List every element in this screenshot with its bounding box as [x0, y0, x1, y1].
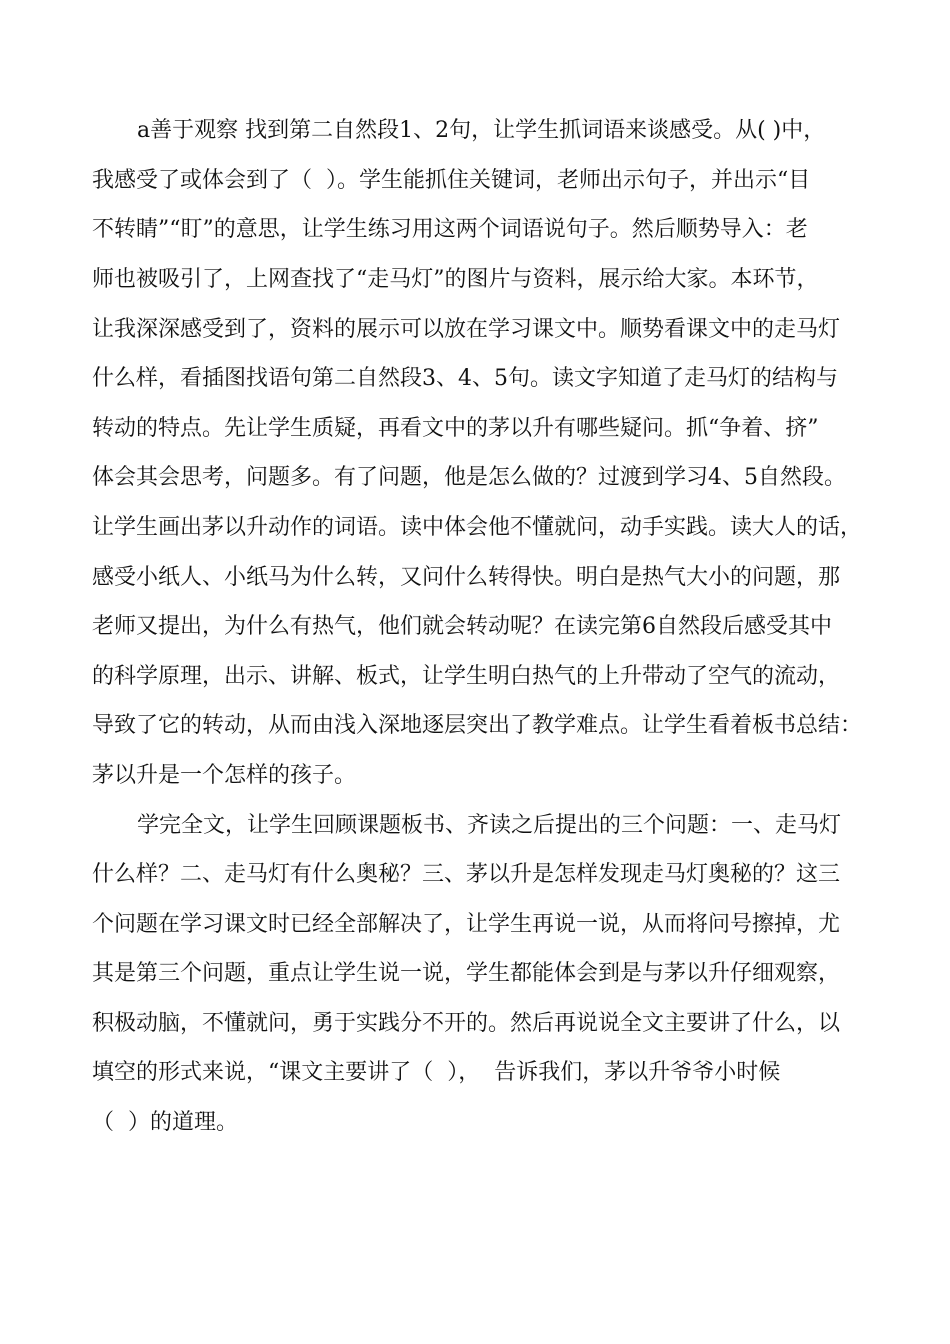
paragraph-1-line-5: 让我深深感受到了，资料的展示可以放在学习课文中。顺势看课文中的走马灯	[92, 317, 841, 342]
paragraph-2-line-6: 填空的形式来说，“课文主要讲了（ ）， 告诉我们，茅以升爷爷小时候	[92, 1060, 781, 1085]
paragraph-1-line-10: 感受小纸人、小纸马为什么转，又问什么转得快。明白是热气大小的问题，那	[92, 565, 841, 590]
paragraph-1-line-4: 师也被吸引了，上网查找了“走马灯”的图片与资料，展示给大家。本环节，	[92, 267, 819, 292]
paragraph-2-line-5: 积极动脑，不懂就问，勇于实践分不开的。然后再说说全文主要讲了什么，以	[92, 1011, 841, 1036]
paragraph-1-line-6: 什么样，看插图找语句第二自然段3、4、5句。读文字知道了走马灯的结构与	[92, 366, 838, 391]
paragraph-2-line-3: 个问题在学习课文时已经全部解决了，让学生再说一说，从而将问号擦掉，尤	[92, 912, 841, 937]
paragraph-1-line-8: 体会其会思考，问题多。有了问题，他是怎么做的？过渡到学习4、5自然段。	[92, 465, 846, 490]
paragraph-2-line-4: 其是第三个问题，重点让学生说一说，学生都能体会到是与茅以升仔细观察，	[92, 961, 841, 986]
paragraph-2-line-7: （ ）的道理。	[92, 1110, 238, 1135]
paragraph-1-line-12: 的科学原理，出示、讲解、板式，让学生明白热气的上升带动了空气的流动，	[92, 664, 841, 689]
paragraph-1-line-1: a善于观察 找到第二自然段1、2句，让学生抓词语来谈感受。从( )中，	[137, 118, 826, 143]
paragraph-1-line-2: 我感受了或体会到了（ ）。学生能抓住关键词，老师出示句子，并出示“目	[92, 168, 811, 193]
paragraph-2-line-2: 什么样？二、走马灯有什么奥秘？三、茅以升是怎样发现走马灯奥秘的？这三	[92, 862, 841, 887]
paragraph-1-line-3: 不转睛”“盯”的意思，让学生练习用这两个词语说句子。然后顺势导入：老	[92, 217, 808, 242]
paragraph-1-line-7: 转动的特点。先让学生质疑，再看文中的茅以升有哪些疑问。抓“争着、挤”	[92, 416, 819, 441]
paragraph-1-line-11: 老师又提出，为什么有热气，他们就会转动呢？在读完第6自然段后感受其中	[92, 614, 832, 639]
paragraph-1-line-14: 茅以升是一个怎样的孩子。	[92, 763, 357, 788]
paragraph-1-line-9: 让学生画出茅以升动作的词语。读中体会他不懂就问，动手实践。读大人的话，	[92, 515, 863, 540]
paragraph-1-line-13: 导致了它的转动，从而由浅入深地逐层突出了教学难点。让学生看着板书总结：	[92, 713, 863, 738]
paragraph-2-line-1: 学完全文，让学生回顾课题板书、齐读之后提出的三个问题：一、走马灯	[137, 813, 842, 838]
